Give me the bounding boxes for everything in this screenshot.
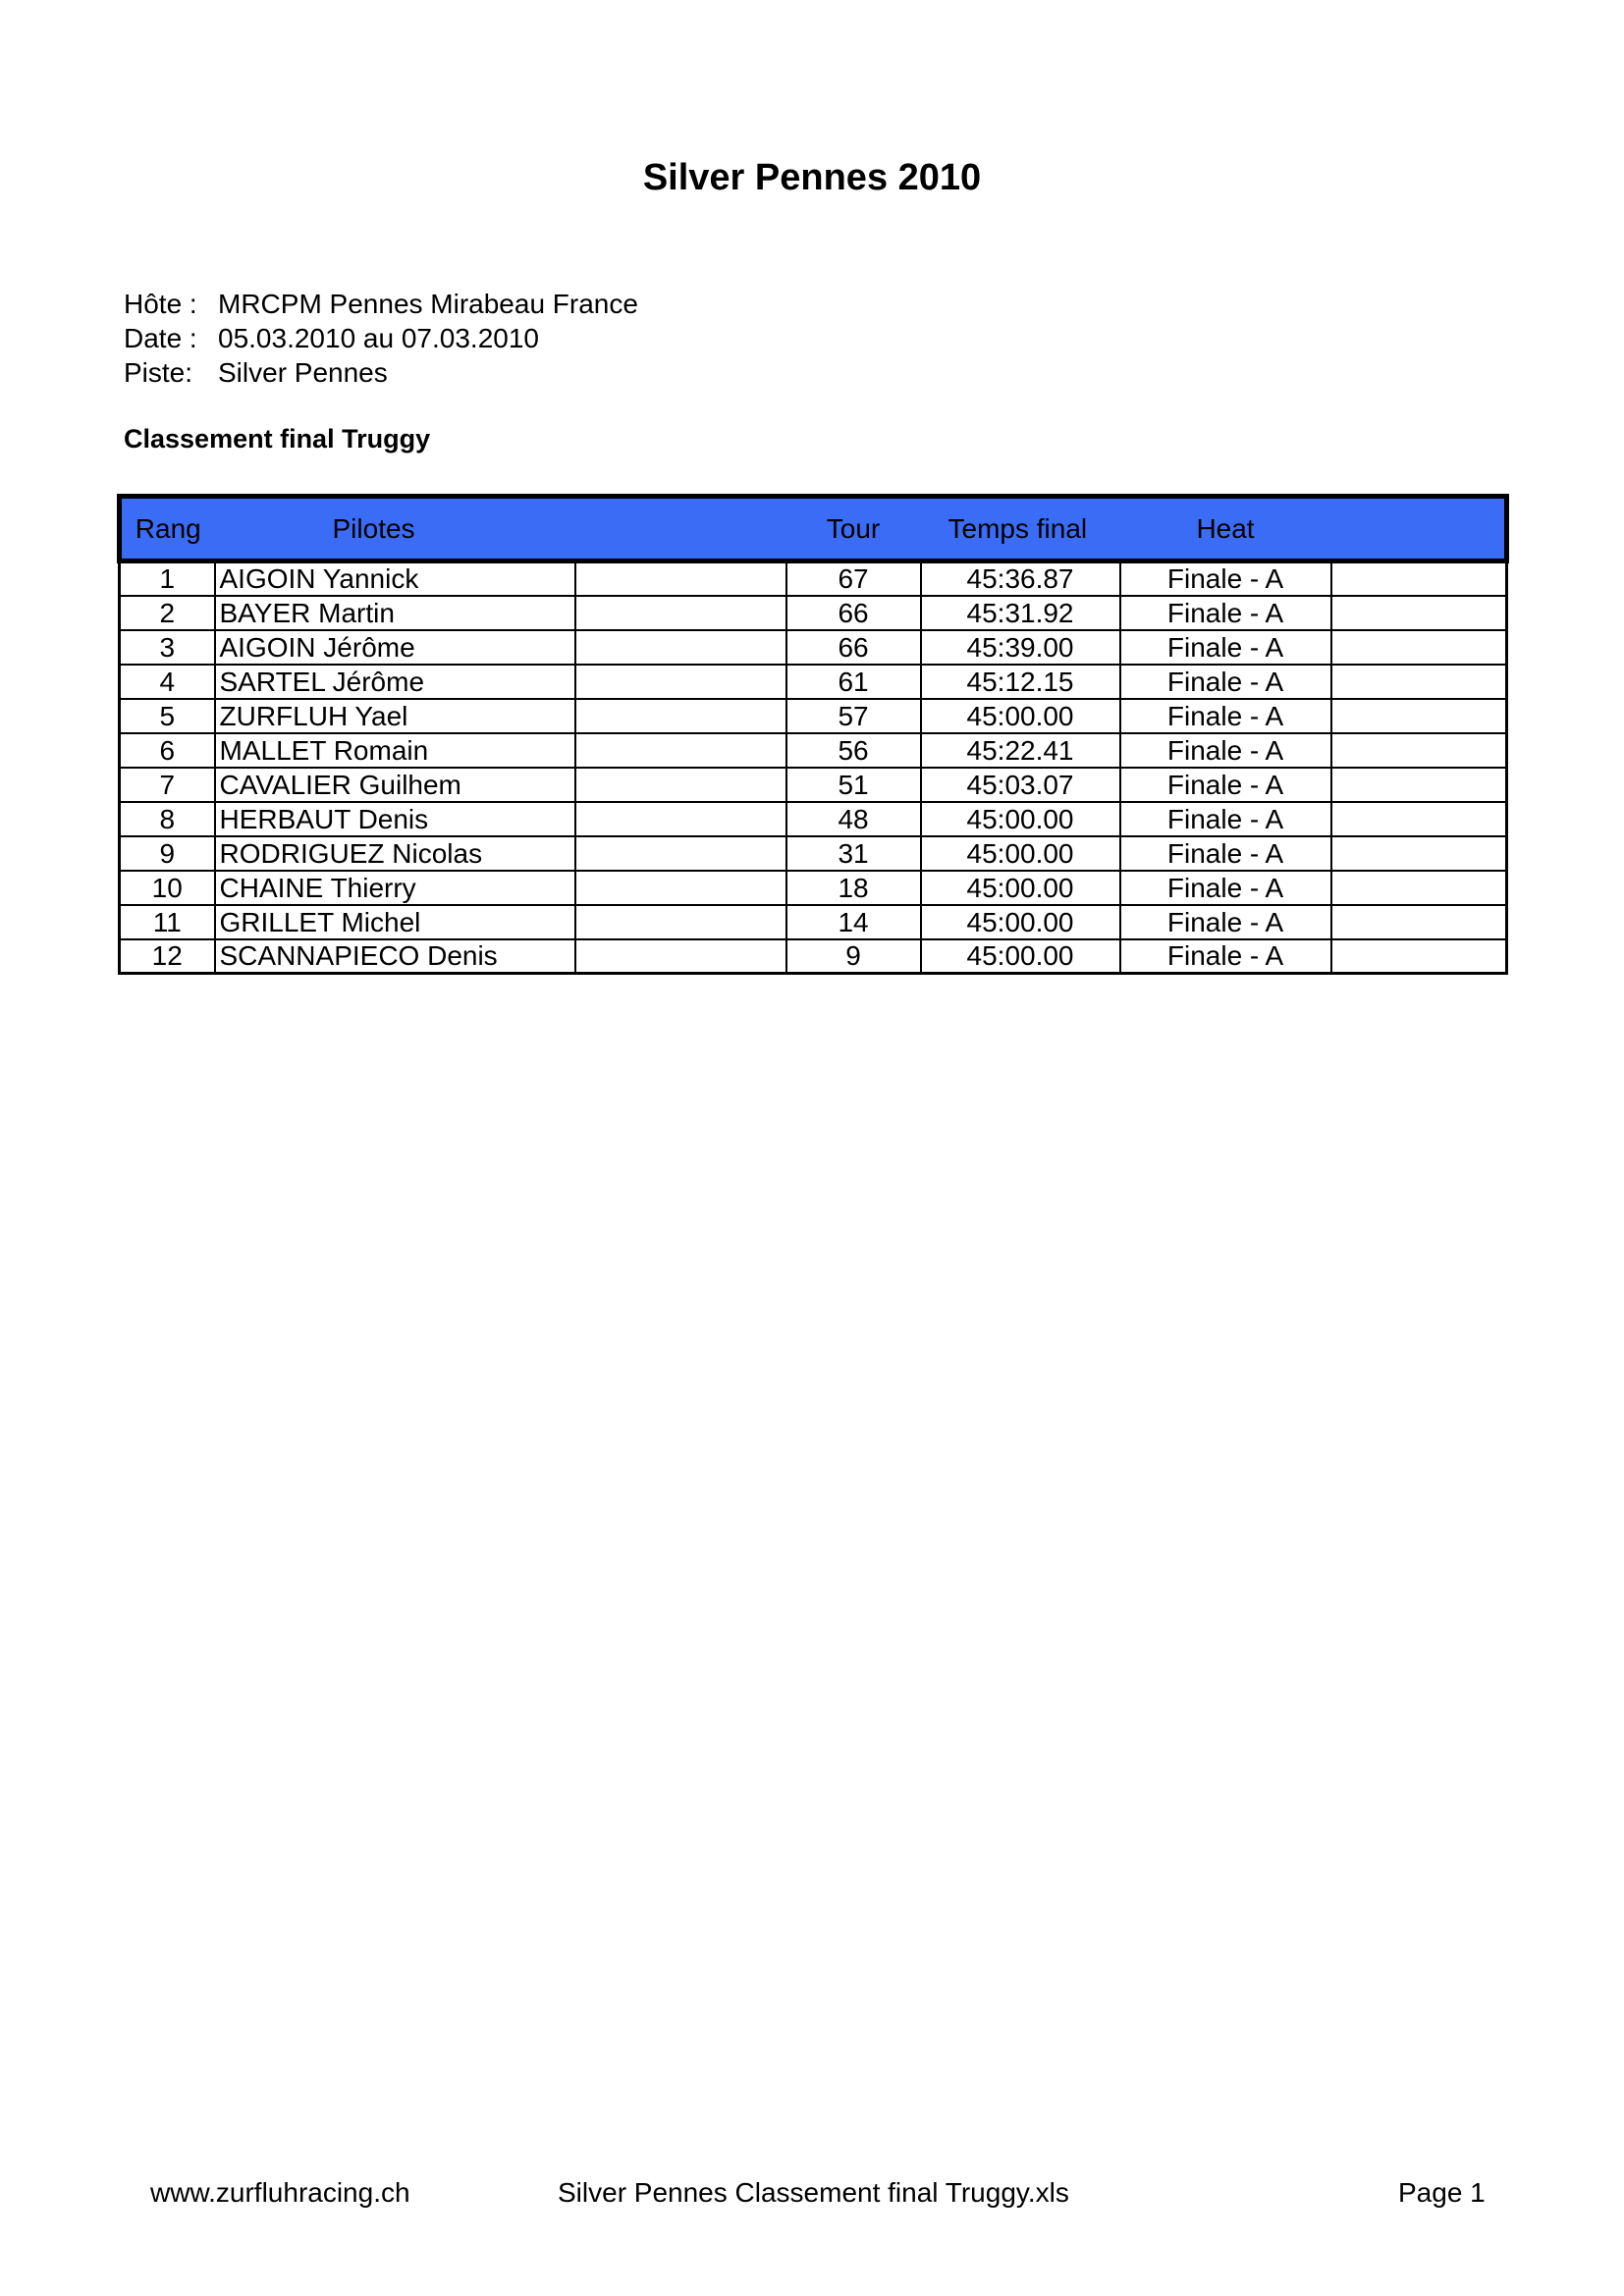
track-value: Silver Pennes (218, 357, 388, 388)
cell-tour: 9 (786, 939, 921, 974)
cell-tour: 66 (786, 596, 921, 630)
header-tour: Tour (786, 497, 921, 561)
track-label: Piste: (124, 357, 193, 388)
cell-pilote: AIGOIN Jérôme (215, 630, 575, 665)
cell-tour: 18 (786, 871, 921, 905)
cell-pilote: CAVALIER Guilhem (215, 768, 575, 802)
cell-heat: Finale - A (1120, 871, 1331, 905)
cell-heat: Finale - A (1120, 596, 1331, 630)
cell-rang: 7 (120, 768, 215, 802)
cell-tour: 31 (786, 836, 921, 871)
table-row (120, 561, 1507, 596)
cell-pilote: RODRIGUEZ Nicolas (215, 836, 575, 871)
cell-pilote: GRILLET Michel (215, 905, 575, 939)
footer-filename: Silver Pennes Classement final Truggy.xls (558, 2177, 1069, 2208)
cell-empty (1331, 939, 1507, 974)
table-row (120, 665, 1507, 699)
cell-empty (575, 733, 786, 768)
host-label: Hôte : (124, 289, 197, 319)
table-row (120, 871, 1507, 905)
header-row (120, 497, 1507, 561)
header-heat-label: Heat (1196, 512, 1255, 544)
header-temps (921, 497, 1120, 561)
table-row (120, 939, 1507, 974)
cell-rang: 12 (120, 939, 215, 974)
cell-empty (575, 802, 786, 836)
cell-rang: 11 (120, 905, 215, 939)
cell-empty (1331, 630, 1507, 665)
results-table-body (120, 561, 1507, 974)
table-row (120, 733, 1507, 768)
cell-rang: 6 (120, 733, 215, 768)
results-table (117, 494, 1509, 975)
cell-heat: Finale - A (1120, 836, 1331, 871)
cell-heat: Finale - A (1120, 733, 1331, 768)
header-rang: Rang (120, 497, 215, 561)
cell-temps: 45:00.00 (921, 871, 1120, 905)
cell-pilote: SARTEL Jérôme (215, 665, 575, 699)
cell-empty (1331, 836, 1507, 871)
track-row (124, 355, 638, 390)
cell-rang: 3 (120, 630, 215, 665)
cell-temps: 45:00.00 (921, 802, 1120, 836)
cell-empty (1331, 905, 1507, 939)
cell-empty (575, 561, 786, 596)
cell-empty (575, 768, 786, 802)
date-row (124, 321, 638, 355)
cell-temps: 45:12.15 (921, 665, 1120, 699)
cell-heat: Finale - A (1120, 699, 1331, 733)
header-pilotes (215, 497, 786, 561)
cell-tour: 67 (786, 561, 921, 596)
cell-rang: 8 (120, 802, 215, 836)
footer-website: www.zurfluhracing.ch (150, 2177, 410, 2208)
host-value: MRCPM Pennes Mirabeau France (218, 289, 638, 319)
table-row (120, 596, 1507, 630)
cell-temps: 45:36.87 (921, 561, 1120, 596)
cell-temps: 45:39.00 (921, 630, 1120, 665)
cell-temps: 45:22.41 (921, 733, 1120, 768)
cell-pilote: MALLET Romain (215, 733, 575, 768)
cell-temps: 45:31.92 (921, 596, 1120, 630)
cell-empty (1331, 768, 1507, 802)
cell-rang: 1 (120, 561, 215, 596)
cell-empty (1331, 802, 1507, 836)
cell-empty (575, 699, 786, 733)
cell-empty (575, 939, 786, 974)
cell-empty (575, 596, 786, 630)
table-row (120, 802, 1507, 836)
cell-heat: Finale - A (1120, 905, 1331, 939)
cell-empty (1331, 733, 1507, 768)
cell-tour: 57 (786, 699, 921, 733)
cell-rang: 2 (120, 596, 215, 630)
event-info (124, 287, 638, 390)
header-temps-label: Temps final (947, 512, 1088, 544)
cell-empty (575, 871, 786, 905)
cell-rang: 4 (120, 665, 215, 699)
cell-empty (575, 836, 786, 871)
table-row (120, 836, 1507, 871)
table-row (120, 768, 1507, 802)
cell-tour: 66 (786, 630, 921, 665)
date-label: Date : (124, 323, 197, 353)
table-row (120, 699, 1507, 733)
cell-pilote: ZURFLUH Yael (215, 699, 575, 733)
cell-pilote: CHAINE Thierry (215, 871, 575, 905)
cell-pilote: SCANNAPIECO Denis (215, 939, 575, 974)
header-empty (1331, 497, 1507, 561)
host-row (124, 287, 638, 321)
table-row (120, 905, 1507, 939)
cell-pilote: AIGOIN Yannick (215, 561, 575, 596)
footer-page-number: Page 1 (1398, 2177, 1486, 2208)
cell-tour: 61 (786, 665, 921, 699)
cell-pilote: HERBAUT Denis (215, 802, 575, 836)
date-value: 05.03.2010 au 07.03.2010 (218, 323, 539, 353)
cell-heat: Finale - A (1120, 768, 1331, 802)
cell-temps: 45:00.00 (921, 699, 1120, 733)
cell-temps: 45:00.00 (921, 836, 1120, 871)
cell-temps: 45:00.00 (921, 905, 1120, 939)
cell-empty (575, 665, 786, 699)
cell-tour: 14 (786, 905, 921, 939)
cell-empty (1331, 699, 1507, 733)
cell-temps: 45:00.00 (921, 939, 1120, 974)
page-title: Silver Pennes 2010 (642, 157, 982, 198)
cell-empty (1331, 596, 1507, 630)
cell-rang: 9 (120, 836, 215, 871)
cell-pilote: BAYER Martin (215, 596, 575, 630)
section-title: Classement final Truggy (124, 424, 431, 454)
cell-heat: Finale - A (1120, 665, 1331, 699)
results-table-header (120, 497, 1507, 561)
cell-empty (1331, 871, 1507, 905)
cell-empty (1331, 561, 1507, 596)
table-row (120, 630, 1507, 665)
cell-tour: 48 (786, 802, 921, 836)
cell-heat: Finale - A (1120, 630, 1331, 665)
cell-empty (575, 905, 786, 939)
cell-empty (575, 630, 786, 665)
cell-rang: 10 (120, 871, 215, 905)
header-pilotes-label: Pilotes (332, 512, 415, 544)
cell-temps: 45:03.07 (921, 768, 1120, 802)
cell-heat: Finale - A (1120, 939, 1331, 974)
cell-rang: 5 (120, 699, 215, 733)
cell-empty (1331, 665, 1507, 699)
cell-tour: 56 (786, 733, 921, 768)
cell-heat: Finale - A (1120, 802, 1331, 836)
cell-tour: 51 (786, 768, 921, 802)
header-heat (1120, 497, 1331, 561)
cell-heat: Finale - A (1120, 561, 1331, 596)
